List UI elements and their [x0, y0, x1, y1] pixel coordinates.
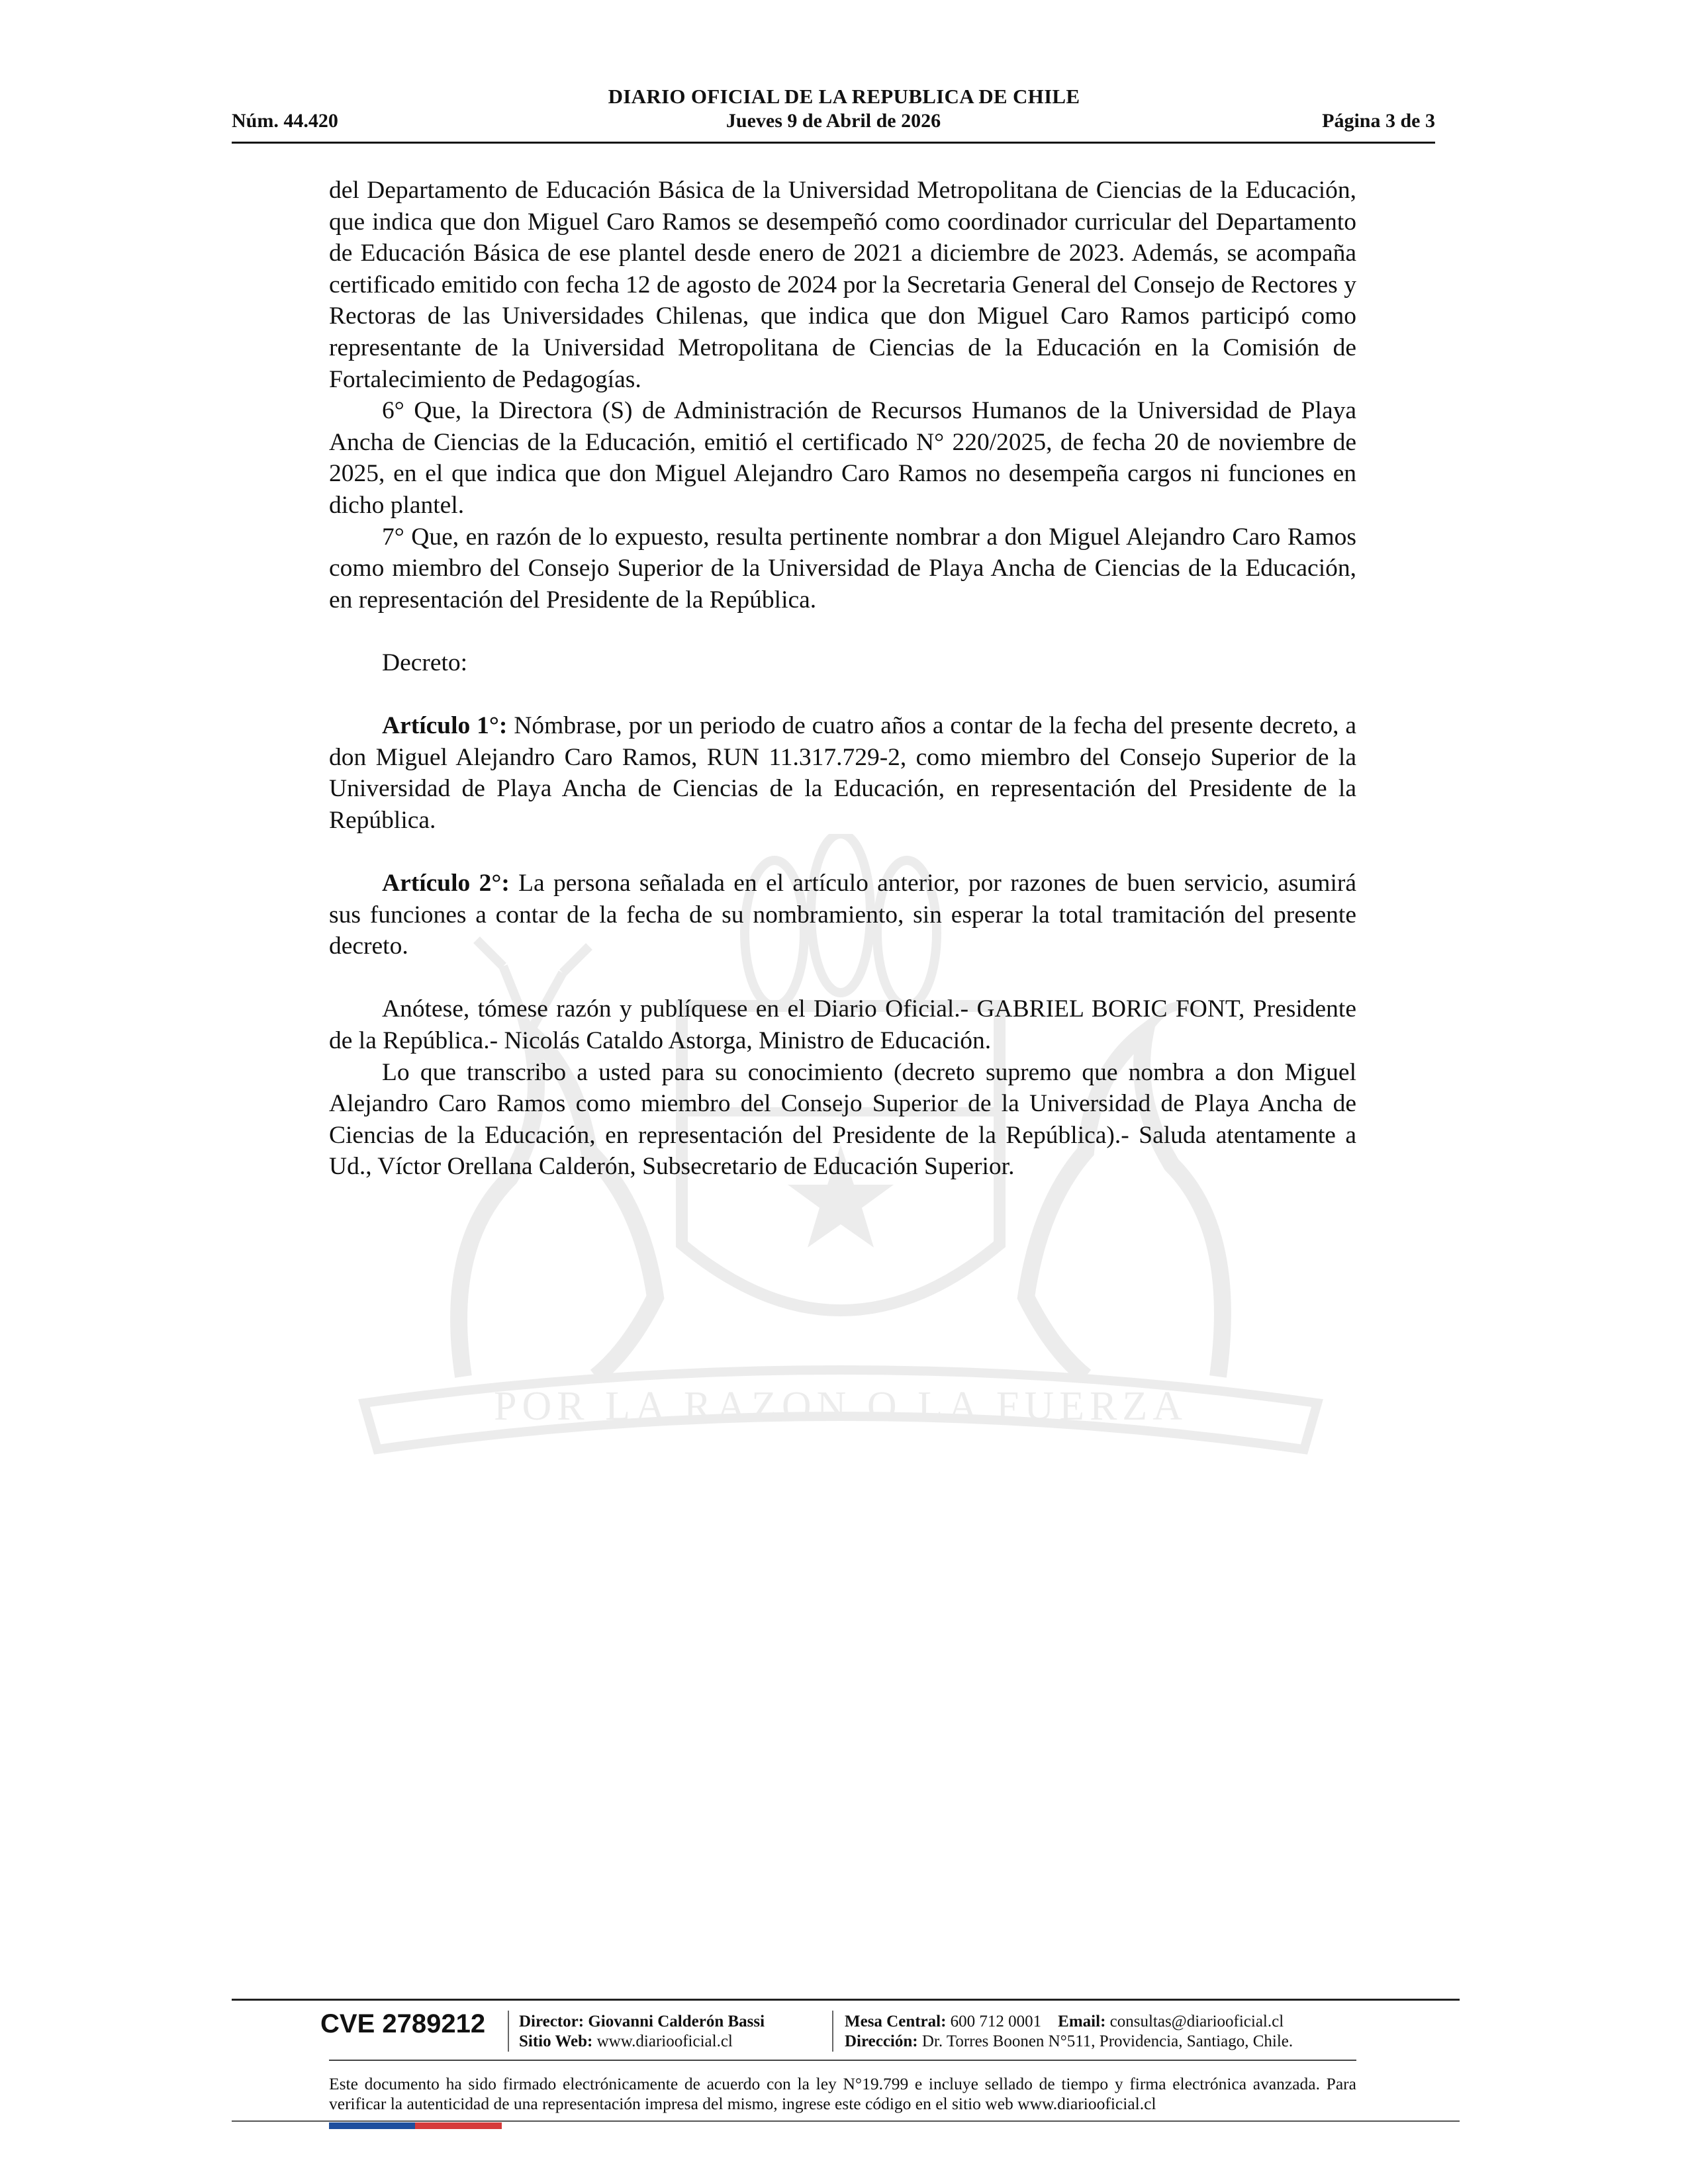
- article-1-label: Artículo 1°:: [382, 712, 508, 740]
- footer-separator: [832, 2011, 833, 2052]
- flag-stripe-red: [415, 2122, 502, 2129]
- page-indicator: Página 3 de 3: [1322, 110, 1435, 132]
- article-2-text: La persona señalada en el artículo anterior, por razones de buen servicio, asumirá sus funciones a contar de la fecha de su nombramiento, sin esperar la total tramitación del presente decreto.: [329, 870, 1356, 960]
- flag-stripe-blue: [329, 2122, 415, 2129]
- footer-rule-top: [232, 1999, 1460, 2001]
- director-label: Director:: [519, 2013, 585, 2030]
- mesa-phone: 600 712 0001: [950, 2013, 1042, 2030]
- issue-number: Núm. 44.420: [232, 110, 338, 132]
- footer-rule-mid: [329, 2060, 1356, 2061]
- header-row: [232, 110, 1435, 138]
- director-name: Giovanni Calderón Bassi: [588, 2013, 765, 2030]
- mesa-label: Mesa Central:: [845, 2013, 947, 2030]
- watermark-motto: POR LA RAZON O LA FUERZA: [493, 1384, 1188, 1429]
- footer-rule-bottom: [232, 2120, 1460, 2122]
- cve-code: CVE 2789212: [320, 2009, 486, 2038]
- article-1: [329, 710, 1356, 836]
- site-link[interactable]: www.diariooficial.cl: [596, 2032, 733, 2050]
- paragraph-considerando-7: 7° Que, en razón de lo expuesto, resulta pertinente nombrar a don Miguel Alejandro Caro Ramos como miembro del Consejo Superior de la Universidad de Playa Ancha de Ciencias de la Educación, en representación del Presidente de la República.: [329, 523, 1356, 614]
- article-2: [329, 868, 1356, 962]
- footer-contact-block: [845, 2012, 1293, 2052]
- header-rule: [232, 142, 1435, 144]
- email-label: Email:: [1058, 2013, 1106, 2030]
- email-link[interactable]: consultas@diariooficial.cl: [1109, 2013, 1284, 2030]
- transcribo-paragraph: Lo que transcribo a usted para su conocimiento (decreto supremo que nombra a don Miguel Alejandro Caro Ramos como miembro del Consejo Superior de la Universidad de Playa Ancha de Ciencias de la Educación, en representación del Presidente de la República).- Saluda atentamente a Ud., Víctor Orellana Calderón, Subsecretario de Educación Superior.: [329, 1058, 1356, 1181]
- anotese-paragraph: Anótese, tómese razón y publíquese en el Diario Oficial.- GABRIEL BORIC FONT, Presidente de la República.- Nicolás Cataldo Astorga, Ministro de Educación.: [329, 995, 1356, 1055]
- gazette-title: DIARIO OFICIAL DE LA REPUBLICA DE CHILE: [608, 85, 1080, 108]
- article-2-label: Artículo 2°:: [382, 870, 510, 897]
- issue-date: Jueves 9 de Abril de 2026: [726, 110, 941, 132]
- address-value: Dr. Torres Boonen N°511, Providencia, Santiago, Chile.: [921, 2032, 1293, 2050]
- decreto-heading: Decreto:: [382, 649, 468, 676]
- site-label: Sitio Web:: [519, 2032, 593, 2050]
- footer-director-block: [519, 2012, 765, 2052]
- paragraph-continuation: del Departamento de Educación Básica de la Universidad Metropolitana de Ciencias de la Educación, que indica que don Miguel Caro Ramos se desempeñó como coordinador curricular del Departamento de Educación Básica de ese plantel desde enero de 2021 a diciembre de 2023. Además, se acompaña certificado emitido con fecha 12 de agosto de 2024 por la Secretaria General del Consejo de Rectores y Rectoras de las Universidades Chilenas, que indica que don Miguel Caro Ramos participó como representante de la Universidad Metropolitana de Ciencias de la Educación en la Comisión de Fortalecimiento de Pedagogías.: [329, 177, 1356, 393]
- signature-note: Este documento ha sido firmado electrónicamente de acuerdo con la ley N°19.799 e incluye sellado de tiempo y firma electrónica avanzada. Para verificar la autenticidad de una representación impresa del mismo, ingrese este código en el sitio web www.diariooficial.cl: [329, 2074, 1356, 2113]
- paragraph-considerando-6: 6° Que, la Directora (S) de Administración de Recursos Humanos de la Universidad de Playa Ancha de Ciencias de la Educación, emitió el certificado N° 220/2025, de fecha 20 de noviembre de 2025, en el que indica que don Miguel Alejandro Caro Ramos no desempeña cargos ni funciones en dicho plantel.: [329, 397, 1356, 519]
- address-label: Dirección:: [845, 2032, 918, 2050]
- footer-separator: [508, 2011, 509, 2052]
- article-1-text: Nómbrase, por un periodo de cuatro años a contar de la fecha del presente decreto, a don Miguel Alejandro Caro Ramos, RUN 11.317.729-2, como miembro del Consejo Superior de la Universidad de Playa Ancha de Ciencias de la Educación, en representación del Presidente de la República.: [329, 712, 1356, 834]
- document-body: [329, 175, 1356, 1183]
